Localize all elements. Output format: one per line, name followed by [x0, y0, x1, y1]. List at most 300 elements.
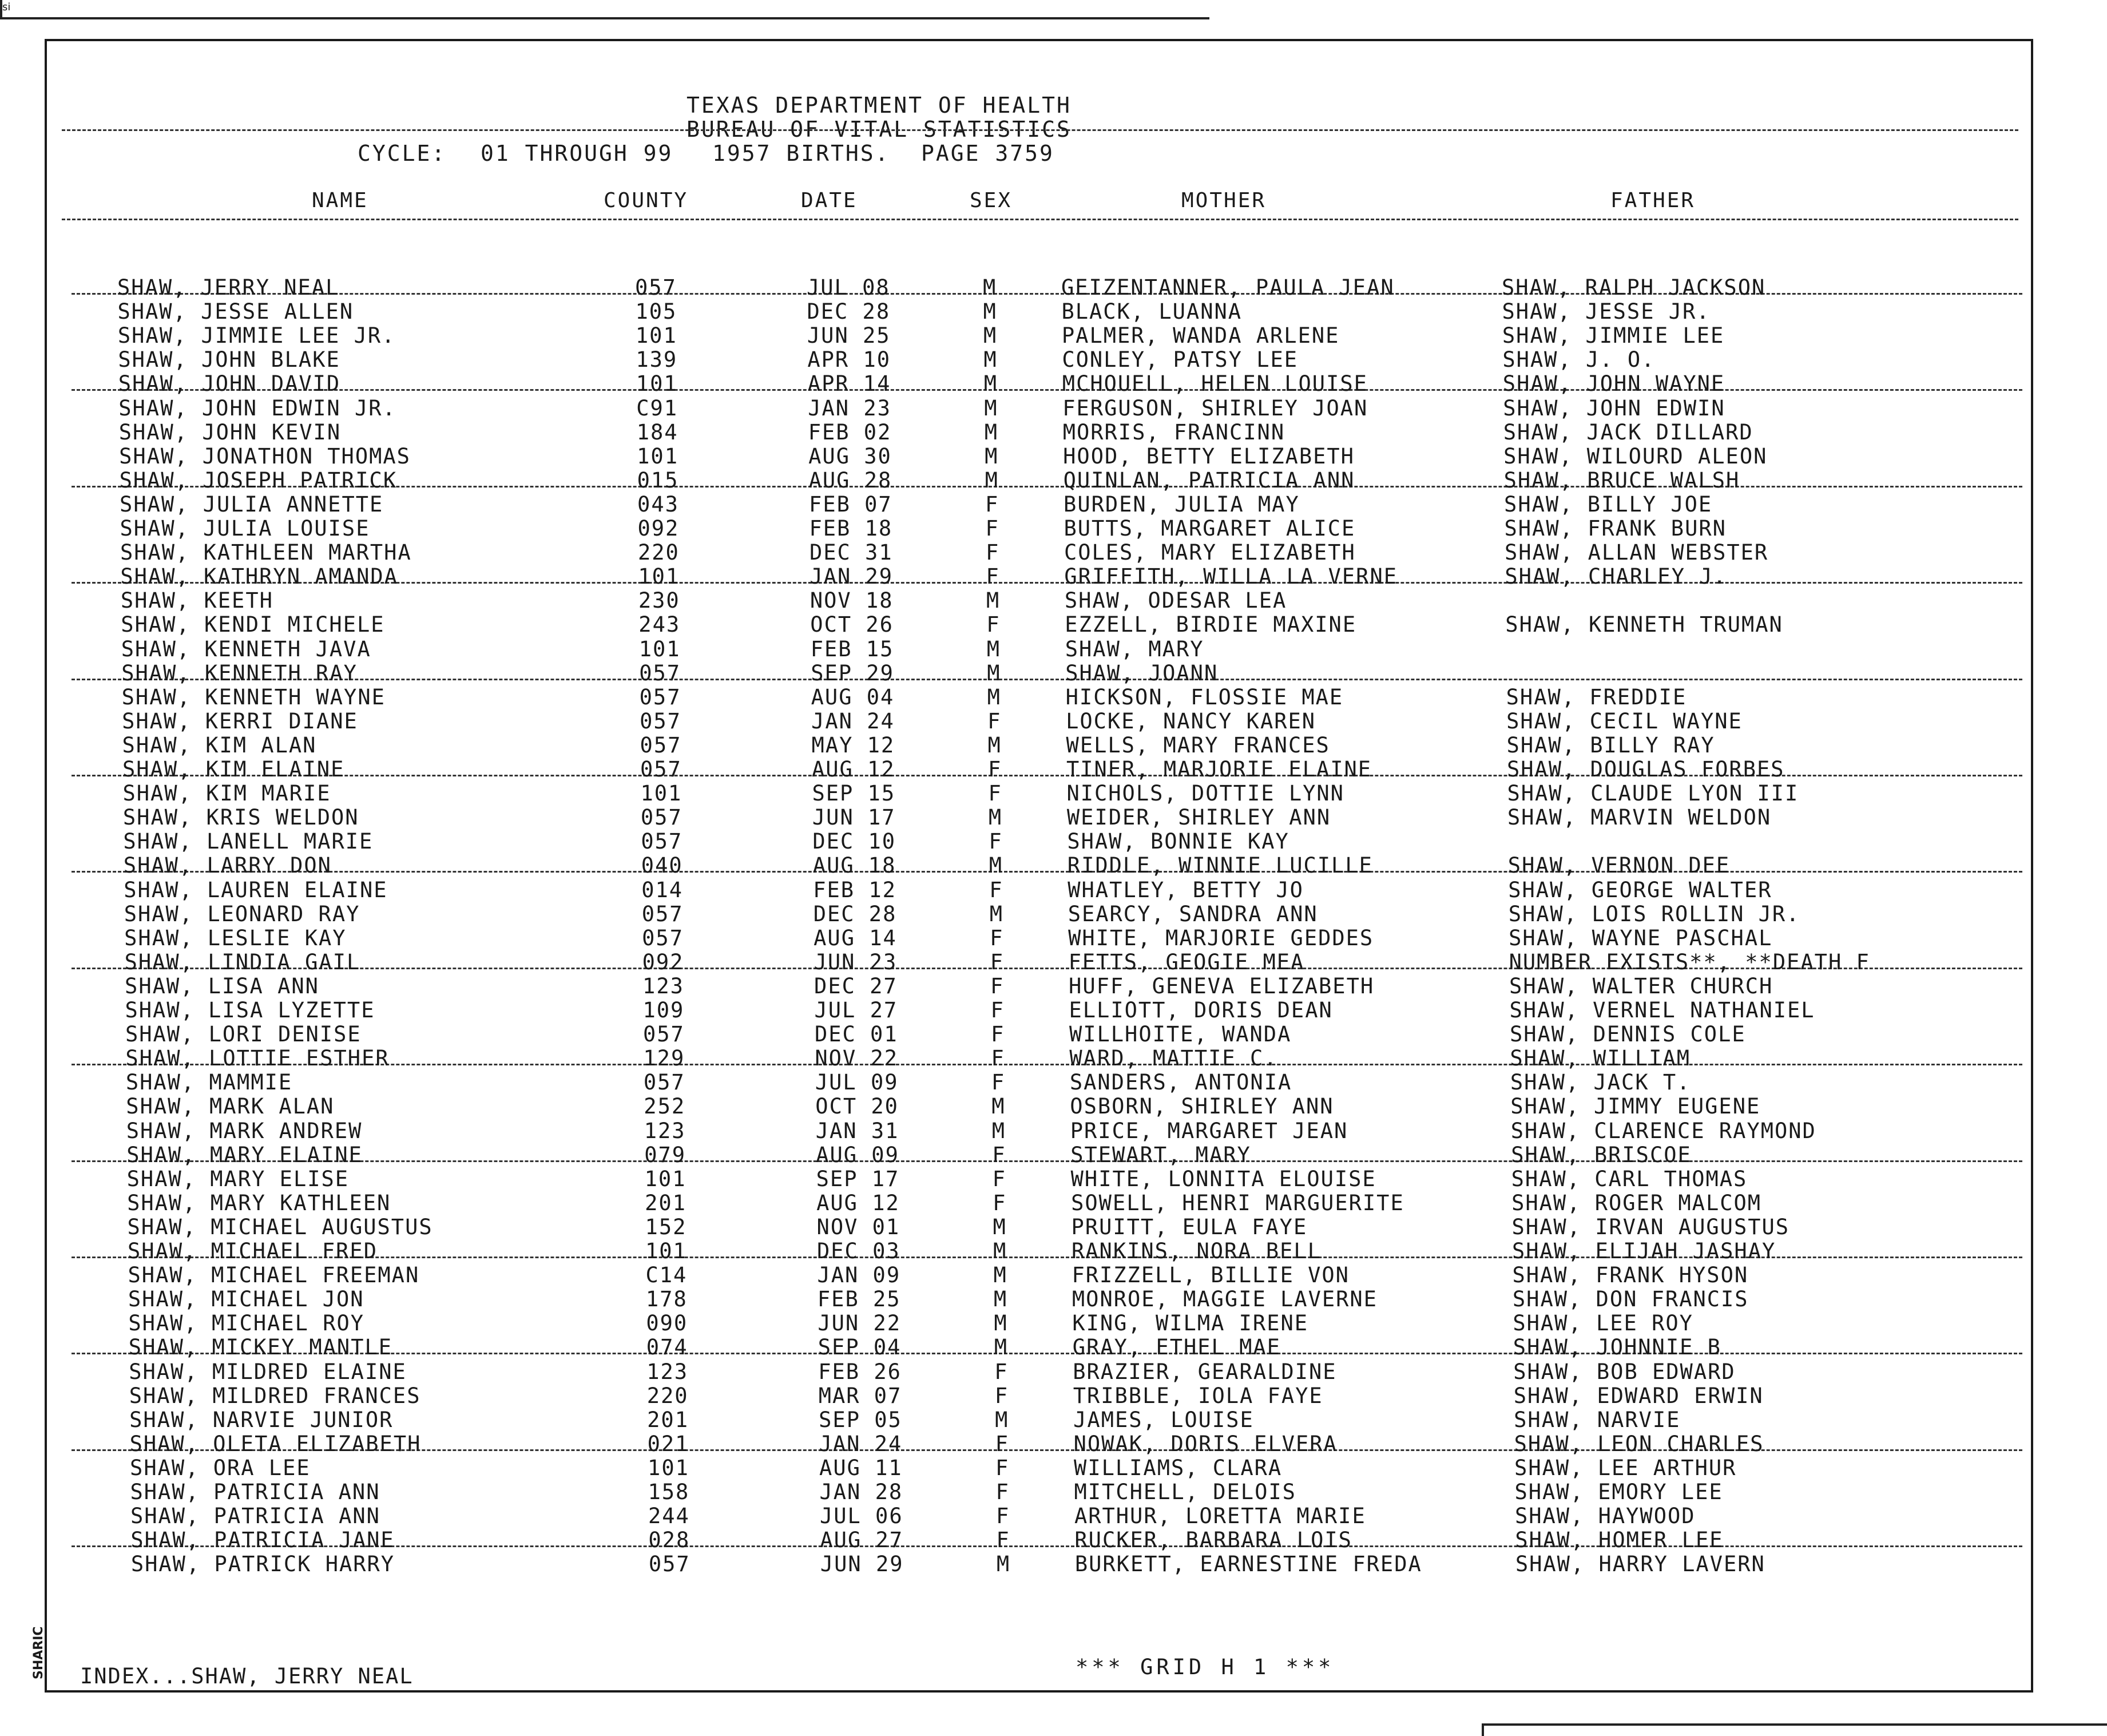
record-name: SHAW, MARK ALAN	[126, 1094, 335, 1119]
record-county: 101	[636, 371, 678, 397]
record-date: AUG 12	[812, 757, 895, 782]
record-date: JAN 24	[811, 708, 895, 734]
record-date: JUL 27	[814, 998, 898, 1022]
record-name: SHAW, MICHAEL ROY	[128, 1311, 365, 1336]
record-father: SHAW, JIMMY EUGENE	[1510, 1094, 1761, 1119]
record-sex: M	[993, 1239, 1007, 1263]
record-date: JUN 29	[820, 1552, 904, 1577]
record-father: SHAW, HAYWOOD	[1514, 1504, 1696, 1529]
record-name: SHAW, PATRICIA ANN	[130, 1480, 380, 1504]
record-county: C91	[636, 395, 678, 421]
record-sex: M	[984, 419, 998, 445]
record-county: 057	[639, 684, 681, 710]
record-sex: F	[986, 564, 1000, 589]
record-name: SHAW, KEETH	[120, 588, 273, 613]
record-sex: M	[987, 732, 1002, 758]
record-date: JAN 23	[808, 395, 891, 421]
record-county: 201	[647, 1407, 689, 1432]
record-father: SHAW, CHARLEY J.	[1505, 564, 1727, 589]
record-father: SHAW, JOHN WAYNE	[1502, 371, 1725, 397]
record-sex: M	[993, 1263, 1007, 1288]
record-county: 057	[648, 1552, 691, 1577]
record-sex: F	[996, 1528, 1010, 1553]
record-sex: F	[986, 612, 1001, 637]
record-name: SHAW, MICHAEL FREEMAN	[128, 1263, 420, 1288]
record-mother: SHAW, BONNIE KAY	[1067, 829, 1289, 854]
record-mother: FERGUSON, SHIRLEY JOAN	[1062, 395, 1368, 421]
row-group-separator	[72, 1160, 2022, 1162]
page-number: PAGE 3759	[921, 141, 1054, 166]
record-father: SHAW, CLAUDE LYON III	[1507, 781, 1799, 806]
record-name: SHAW, KATHRYN AMANDA	[120, 564, 398, 589]
record-father: SHAW, BILLY JOE	[1504, 492, 1713, 517]
record-county: 109	[642, 998, 685, 1022]
record-county: 244	[648, 1504, 690, 1529]
record-date: JUL 06	[819, 1504, 903, 1529]
top-page-edge	[0, 0, 1209, 19]
record-county: 139	[636, 347, 678, 372]
record-sex: F	[992, 1142, 1006, 1167]
record-date: JAN 24	[819, 1431, 903, 1456]
record-county: 043	[637, 492, 679, 517]
record-mother: BURDEN, JULIA MAY	[1064, 492, 1300, 517]
record-father: SHAW, DENNIS COLE	[1509, 1022, 1746, 1047]
record-name: SHAW, LEONARD RAY	[124, 901, 360, 926]
record-date: FEB 15	[810, 636, 894, 661]
record-sex: M	[993, 1214, 1007, 1239]
record-county: 057	[640, 805, 683, 830]
bottom-page-edge	[1482, 1723, 2107, 1736]
record-name: SHAW, JONATHON THOMAS	[119, 443, 411, 469]
column-header-date: DATE	[801, 189, 858, 212]
record-date: AUG 09	[816, 1142, 899, 1167]
column-header-county: COUNTY	[604, 189, 689, 212]
record-mother: FRIZZELL, BILLIE VON	[1072, 1263, 1350, 1288]
record-mother: RUCKER, BARBARA LOIS	[1074, 1528, 1352, 1553]
record-county: 015	[637, 467, 679, 493]
record-sex: M	[988, 805, 1003, 830]
record-name: SHAW, MICKEY MANTLE	[128, 1335, 393, 1360]
record-county: 123	[642, 973, 684, 998]
record-name: SHAW, JERRY NEAL	[117, 275, 340, 300]
record-name: SHAW, LAUREN ELAINE	[124, 877, 388, 902]
record-sex: F	[988, 781, 1002, 806]
record-county: 040	[641, 853, 683, 878]
record-mother: MCHOUELL, HELEN LOUISE	[1062, 371, 1368, 397]
record-sex: F	[995, 1431, 1009, 1456]
record-name: SHAW, JOHN BLAKE	[118, 347, 340, 372]
record-sex: M	[994, 1335, 1009, 1360]
record-date: MAR 07	[818, 1383, 902, 1408]
record-date: JUN 25	[807, 323, 891, 348]
record-name: SHAW, MARK ANDREW	[126, 1118, 363, 1143]
corner-mark: si	[2, 1, 11, 13]
record-county: 243	[638, 612, 681, 637]
record-mother: GRAY, ETHEL MAE	[1072, 1335, 1281, 1360]
record-mother: SHAW, JOANN	[1065, 660, 1219, 685]
record-mother: STEWART, MARY	[1070, 1142, 1251, 1167]
record-name: SHAW, KENNETH WAYNE	[121, 684, 386, 710]
record-sex: M	[994, 1311, 1008, 1336]
record-sex: M	[989, 901, 1003, 926]
record-father: SHAW, WAYNE PASCHAL	[1509, 925, 1773, 950]
record-father: SHAW, RALPH JACKSON	[1502, 275, 1766, 300]
record-county: 129	[643, 1046, 685, 1071]
record-name: SHAW, KENNETH RAY	[121, 660, 358, 685]
record-father: SHAW, IRVAN AUGUSTUS	[1511, 1214, 1790, 1239]
record-mother: PALMER, WANDA ARLENE	[1061, 323, 1340, 348]
record-name: SHAW, LORI DENISE	[125, 1022, 362, 1047]
record-date: JAN 09	[817, 1263, 901, 1288]
record-sex: M	[991, 1118, 1006, 1143]
record-date: JUL 08	[807, 275, 890, 300]
record-date: DEC 01	[814, 1022, 898, 1047]
record-sex: M	[996, 1552, 1011, 1577]
record-mother: CONLEY, PATSY LEE	[1062, 347, 1299, 372]
record-date: AUG 18	[812, 853, 896, 878]
record-father: SHAW, HOMER LEE	[1515, 1528, 1724, 1553]
record-mother: RANKINS, NORA BELL	[1072, 1239, 1322, 1263]
record-sex: F	[995, 1455, 1010, 1480]
record-date: FEB 18	[809, 516, 893, 541]
record-mother: SHAW, MARY	[1065, 636, 1204, 661]
record-county: 101	[648, 1455, 689, 1480]
record-father: SHAW, VERNON DEE	[1507, 853, 1731, 878]
record-county: 158	[648, 1480, 690, 1504]
record-name: SHAW, JIMMIE LEE JR.	[117, 323, 396, 348]
record-name: SHAW, LANELL MARIE	[123, 829, 374, 854]
record-name: SHAW, JOHN EDWIN JR.	[118, 395, 396, 421]
record-sex: F	[995, 1480, 1010, 1504]
record-county: 201	[645, 1190, 687, 1215]
record-father: SHAW, DON FRANCIS	[1512, 1287, 1749, 1312]
record-mother: WILLIAMS, CLARA	[1074, 1455, 1283, 1480]
record-date: NOV 01	[816, 1214, 900, 1239]
record-mother: SOWELL, HENRI MARGUERITE	[1071, 1190, 1404, 1215]
record-father: SHAW, BILLY RAY	[1506, 732, 1715, 758]
record-name: SHAW, NARVIE JUNIOR	[129, 1407, 394, 1432]
record-father: SHAW, HARRY LAVERN	[1515, 1552, 1765, 1577]
record-mother: COLES, MARY ELIZABETH	[1064, 540, 1356, 565]
record-name: SHAW, PATRICIA ANN	[130, 1504, 380, 1529]
record-sex: F	[990, 949, 1004, 974]
record-date: APR 14	[807, 371, 891, 397]
record-sex: F	[994, 1383, 1009, 1408]
column-header-name: NAME	[312, 189, 368, 212]
record-date: NOV 22	[815, 1046, 899, 1071]
record-date: FEB 02	[808, 419, 892, 445]
record-father: SHAW, FRANK BURN	[1504, 516, 1727, 541]
record-county: 230	[638, 588, 680, 613]
record-mother: BURKETT, EARNESTINE FREDA	[1074, 1552, 1422, 1577]
record-date: FEB 25	[817, 1287, 901, 1312]
record-date: AUG 30	[808, 443, 892, 469]
record-name: SHAW, MAMMIE	[125, 1070, 293, 1095]
page-title: TEXAS DEPARTMENT OF HEALTH	[687, 93, 1072, 118]
record-mother: QUINLAN, PATRICIA ANN	[1063, 467, 1355, 493]
record-county: C14	[645, 1263, 688, 1288]
record-name: SHAW, PATRICIA JANE	[130, 1528, 395, 1553]
record-name: SHAW, KIM MARIE	[122, 781, 331, 806]
record-name: SHAW, MICHAEL FRED	[128, 1239, 378, 1263]
record-date: OCT 20	[815, 1094, 899, 1119]
record-name: SHAW, KATHLEEN MARTHA	[120, 540, 412, 565]
record-county: 184	[636, 419, 678, 445]
record-mother: GEIZENTANNER, PAULA JEAN	[1061, 275, 1395, 300]
record-name: SHAW, JOHN DAVID	[118, 371, 341, 397]
record-mother: PRICE, MARGARET JEAN	[1070, 1118, 1348, 1143]
record-name: SHAW, MICHAEL AUGUSTUS	[127, 1214, 433, 1239]
record-name: SHAW, KENDI MICHELE	[121, 612, 385, 637]
record-sex: F	[991, 1046, 1005, 1071]
record-county: 057	[641, 829, 683, 854]
record-date: JUL 09	[815, 1070, 899, 1095]
record-father: SHAW, EDWARD ERWIN	[1513, 1383, 1764, 1408]
record-date: SEP 29	[811, 660, 894, 685]
record-county: 101	[645, 1239, 687, 1263]
record-mother: LOCKE, NANCY KAREN	[1066, 708, 1316, 734]
record-father: SHAW, BRISCOE	[1511, 1142, 1692, 1167]
record-mother: TRIBBLE, IOLA FAYE	[1073, 1383, 1323, 1408]
record-mother: NOWAK, DORIS ELVERA	[1073, 1431, 1338, 1456]
record-sex: M	[984, 395, 998, 421]
record-county: 014	[641, 877, 684, 902]
record-sex: M	[989, 853, 1003, 878]
record-name: SHAW, MARY KATHLEEN	[127, 1190, 391, 1215]
column-header-divider	[62, 219, 2018, 220]
record-date: FEB 07	[809, 492, 892, 517]
record-father: SHAW, JACK DILLARD	[1503, 419, 1753, 445]
record-name: SHAW, KENNETH JAVA	[121, 636, 371, 661]
record-sex: M	[986, 636, 1001, 661]
record-mother: WHITE, LONNITA ELOUISE	[1070, 1166, 1376, 1191]
record-mother: WHATLEY, BETTY JO	[1068, 877, 1304, 902]
record-date: DEC 31	[809, 540, 893, 565]
record-name: SHAW, KRIS WELDON	[122, 805, 359, 830]
record-father: SHAW, VERNEL NATHANIEL	[1509, 998, 1815, 1022]
record-sex: F	[990, 998, 1005, 1022]
record-county: 092	[637, 516, 680, 541]
record-father: SHAW, LEE ARTHUR	[1514, 1455, 1737, 1480]
record-sex: M	[983, 275, 997, 300]
record-county: 101	[637, 443, 678, 469]
record-mother: MORRIS, FRANCINN	[1062, 419, 1285, 445]
record-mother: SEARCY, SANDRA ANN	[1068, 901, 1318, 926]
record-date: JUN 23	[814, 949, 898, 974]
record-county: 123	[646, 1359, 689, 1384]
record-mother: HICKSON, FLOSSIE MAE	[1065, 684, 1344, 710]
record-sex: M	[983, 299, 997, 324]
record-county: 101	[644, 1166, 687, 1191]
record-father: SHAW, LEE ROY	[1513, 1311, 1693, 1336]
record-date: FEB 12	[813, 877, 896, 902]
record-father: SHAW, CECIL WAYNE	[1506, 708, 1743, 734]
cycle-range: 01 THROUGH 99	[481, 141, 673, 166]
record-sex: F	[994, 1359, 1009, 1384]
record-name: SHAW, LISA LYZETTE	[125, 998, 375, 1022]
row-group-separator	[72, 389, 2022, 391]
record-name: SHAW, JOHN KEVIN	[118, 419, 342, 445]
record-sex: F	[995, 1504, 1010, 1529]
index-footer: INDEX...SHAW, JERRY NEAL	[80, 1664, 414, 1689]
record-name: SHAW, OLETA ELIZABETH	[129, 1431, 422, 1456]
record-date: JAN 31	[815, 1118, 899, 1143]
record-mother: RIDDLE, WINNIE LUCILLE	[1067, 853, 1373, 878]
record-mother: EZZELL, BIRDIE MAXINE	[1065, 612, 1357, 637]
grid-footer: *** GRID H 1 ***	[1076, 1655, 1335, 1679]
record-father: SHAW, KENNETH TRUMAN	[1505, 612, 1783, 637]
side-label: SHARIC	[31, 1626, 46, 1679]
record-county: 101	[638, 564, 680, 589]
record-mother: NICHOLS, DOTTIE LYNN	[1066, 781, 1344, 806]
record-mother: WELLS, MARY FRANCES	[1066, 732, 1330, 758]
record-sex: F	[985, 516, 999, 541]
record-county: 057	[639, 660, 681, 685]
record-date: SEP 05	[819, 1407, 902, 1432]
record-mother: JAMES, LOUISE	[1073, 1407, 1254, 1432]
record-mother: TINER, MARJORIE ELAINE	[1066, 757, 1372, 782]
record-date: APR 10	[807, 347, 891, 372]
record-county: 057	[640, 757, 682, 782]
record-sex: M	[983, 371, 998, 397]
record-mother: ARTHUR, LORETTA MARIE	[1074, 1504, 1366, 1529]
record-mother: HUFF, GENEVA ELIZABETH	[1069, 973, 1375, 998]
record-name: SHAW, MILDRED ELAINE	[129, 1359, 407, 1384]
record-date: AUG 11	[819, 1455, 903, 1480]
page-subtitle: BUREAU OF VITAL STATISTICS	[687, 117, 1072, 142]
record-father: SHAW, JOHNNIE B	[1513, 1335, 1721, 1360]
record-date: JAN 28	[819, 1480, 903, 1504]
record-mother: FETTS, GEOGIE MEA	[1068, 949, 1305, 974]
record-father: SHAW, GEORGE WALTER	[1508, 877, 1772, 902]
record-father: SHAW, ELIJAH JASHAY	[1512, 1239, 1776, 1263]
record-name: SHAW, ORA LEE	[130, 1455, 311, 1480]
record-father: SHAW, JESSE JR.	[1502, 299, 1711, 324]
record-father: SHAW, ROGER MALCOM	[1511, 1190, 1762, 1215]
record-mother: GRIFFITH, WILLA LA VERNE	[1064, 564, 1398, 589]
record-sex: F	[993, 1190, 1007, 1215]
record-father: SHAW, FRANK HYSON	[1512, 1263, 1749, 1288]
record-mother: MITCHELL, DELOIS	[1074, 1480, 1296, 1504]
record-sex: M	[983, 323, 998, 348]
record-county: 101	[635, 323, 677, 348]
record-sex: F	[990, 925, 1004, 950]
record-father: SHAW, WALTER CHURCH	[1509, 973, 1773, 998]
record-mother: BLACK, LUANNA	[1061, 299, 1243, 324]
record-father: SHAW, CARL THOMAS	[1511, 1166, 1748, 1191]
record-date: DEC 28	[813, 901, 897, 926]
record-date: JAN 29	[810, 564, 894, 589]
year-births: 1957 BIRTHS.	[712, 141, 890, 166]
record-name: SHAW, LESLIE KAY	[124, 925, 347, 950]
record-name: SHAW, MARY ELAINE	[126, 1142, 363, 1167]
record-date: AUG 27	[820, 1528, 904, 1553]
record-date: DEC 03	[817, 1239, 900, 1263]
record-county: 178	[645, 1287, 688, 1312]
record-mother: SHAW, ODESAR LEA	[1064, 588, 1287, 613]
record-date: AUG 04	[811, 684, 895, 710]
record-sex: F	[987, 708, 1002, 734]
record-sex: F	[985, 540, 1000, 565]
record-county: 090	[646, 1311, 688, 1336]
record-county: 057	[640, 732, 682, 758]
record-date: SEP 17	[816, 1166, 900, 1191]
record-mother: HOOD, BETTY ELIZABETH	[1063, 443, 1355, 469]
record-mother: SANDERS, ANTONIA	[1069, 1070, 1292, 1095]
record-county: 057	[640, 708, 681, 734]
record-sex: M	[985, 443, 999, 469]
record-county: 105	[635, 299, 677, 324]
row-group-separator	[72, 679, 2022, 680]
record-father: SHAW, LEON CHARLES	[1514, 1431, 1764, 1456]
column-header-father: FATHER	[1610, 189, 1696, 212]
record-sex: F	[985, 492, 999, 517]
record-mother: OSBORN, SHIRLEY ANN	[1070, 1094, 1334, 1119]
record-name: SHAW, KIM ALAN	[122, 732, 317, 758]
record-sex: M	[993, 1287, 1008, 1312]
record-mother: KING, WILMA IRENE	[1072, 1311, 1309, 1336]
column-header-sex: SEX	[970, 189, 1013, 212]
record-father: SHAW, JOHN EDWIN	[1503, 395, 1725, 421]
record-father: SHAW, FREDDIE	[1506, 684, 1687, 710]
record-date: AUG 12	[816, 1190, 900, 1215]
record-father: SHAW, DOUGLAS FORBES	[1507, 757, 1785, 782]
record-sex: M	[985, 467, 999, 493]
record-date: DEC 27	[814, 973, 898, 998]
record-county: 101	[638, 636, 681, 661]
record-sex: F	[991, 1070, 1006, 1095]
record-county: 220	[637, 540, 680, 565]
record-mother: WARD, MATTIE C.	[1069, 1046, 1278, 1071]
record-mother: WHITE, MARJORIE GEDDES	[1068, 925, 1374, 950]
column-header-mother: MOTHER	[1181, 189, 1267, 212]
record-father: SHAW, LOIS ROLLIN JR.	[1508, 901, 1800, 926]
record-father: SHAW, WILLIAM	[1510, 1046, 1691, 1071]
record-father: SHAW, MARVIN WELDON	[1507, 805, 1772, 830]
record-date: AUG 28	[808, 467, 892, 493]
record-father: SHAW, WILOURD ALEON	[1503, 443, 1768, 469]
record-name: SHAW, LOTTIE ESTHER	[125, 1046, 390, 1071]
record-date: SEP 15	[812, 781, 896, 806]
record-name: SHAW, JESSE ALLEN	[117, 299, 354, 324]
record-county: 057	[635, 275, 677, 300]
record-county: 152	[645, 1214, 687, 1239]
record-name: SHAW, MARY ELISE	[126, 1166, 350, 1191]
record-sex: M	[987, 660, 1001, 685]
record-sex: F	[990, 1022, 1005, 1047]
record-sex: M	[987, 684, 1001, 710]
record-mother: WILLHOITE, WANDA	[1069, 1022, 1292, 1047]
record-sex: M	[995, 1407, 1009, 1432]
record-sex: F	[989, 829, 1003, 854]
record-father: SHAW, ALLAN WEBSTER	[1504, 540, 1769, 565]
record-sex: M	[983, 347, 998, 372]
record-name: SHAW, JULIA LOUISE	[120, 516, 370, 541]
record-name: SHAW, JULIA ANNETTE	[120, 492, 384, 517]
record-county: 074	[646, 1335, 688, 1360]
record-father: SHAW, JACK T.	[1510, 1070, 1691, 1095]
record-father: SHAW, BOB EDWARD	[1513, 1359, 1736, 1384]
record-county: 092	[642, 949, 684, 974]
record-sex: F	[988, 757, 1002, 782]
record-sex: M	[991, 1094, 1006, 1119]
record-name: SHAW, MILDRED FRANCES	[129, 1383, 421, 1408]
record-father: NUMBER EXISTS**, **DEATH F	[1509, 949, 1870, 974]
record-county: 252	[644, 1094, 686, 1119]
record-sex: F	[989, 877, 1003, 902]
record-county: 021	[647, 1431, 689, 1456]
record-father: SHAW, CLARENCE RAYMOND	[1510, 1118, 1816, 1143]
